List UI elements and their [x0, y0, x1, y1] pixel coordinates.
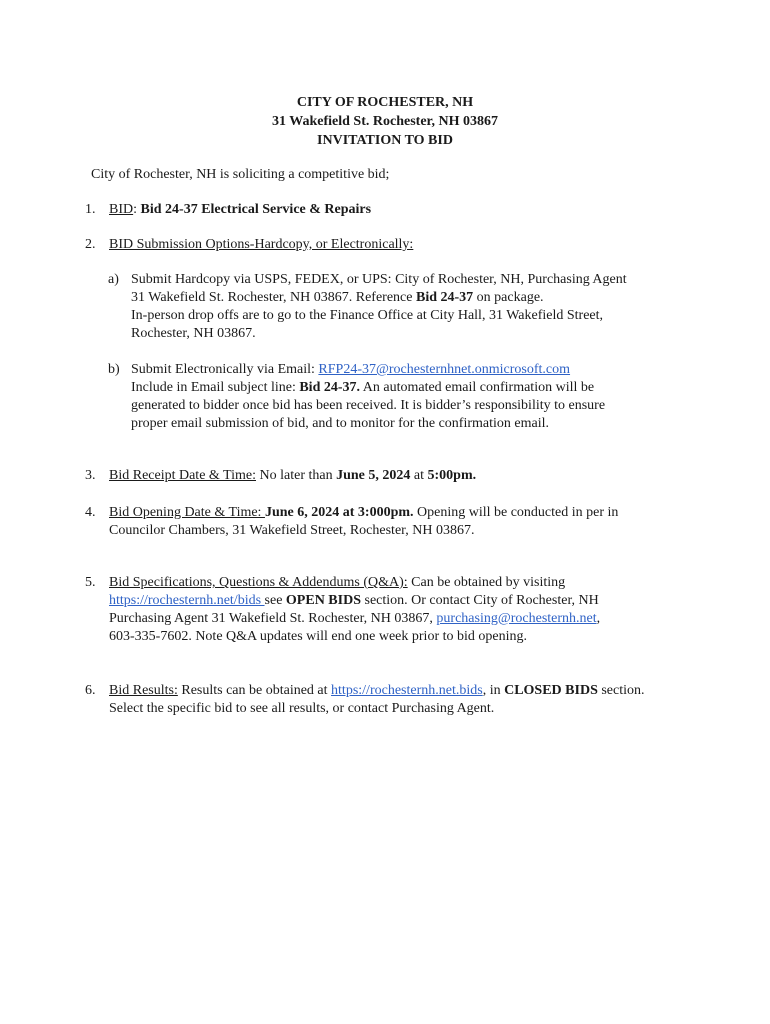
- bid-reference: Bid 24-37: [415, 290, 474, 305]
- item-number: 1.: [85, 202, 96, 217]
- spec-line-2: https://rochesternh.net/bids see OPEN BIDS section. Or contact City of Rochester, NH: [109, 593, 599, 608]
- results-line-1: Bid Results: Results can be obtained at https://rochesternh.net.bids, in CLOSED BIDS section.: [109, 683, 645, 698]
- item-label: BID Submission Options-Hardcopy, or Electronically:: [109, 237, 414, 252]
- list-item-bid: [85, 201, 695, 219]
- document-header: [0, 93, 770, 150]
- electronic-line-2: Include in Email subject line: Bid 24-37. An automated email confirmation will be: [131, 380, 595, 395]
- header-title: INVITATION TO BID: [317, 133, 453, 148]
- list-item-opening-date: [85, 504, 695, 540]
- hardcopy-line-3: In-person drop offs are to go to the Finance Office at City Hall, 31 Wakefield Street,: [131, 308, 604, 323]
- list-item-results: [85, 682, 695, 718]
- sub-item-letter: b): [108, 362, 120, 377]
- list-item-specifications: [85, 574, 695, 646]
- header-city: CITY OF ROCHESTER, NH: [296, 95, 474, 110]
- item-separator: :: [133, 202, 138, 217]
- item-label: BID: [109, 202, 134, 217]
- electronic-line-1: Submit Electronically via Email: RFP24-37@rochesternhnet.onmicrosoft.com: [131, 362, 571, 377]
- item-number: 5.: [85, 575, 96, 590]
- results-url-link[interactable]: https://rochesternh.net.bids: [331, 683, 483, 698]
- sub-item-letter: a): [108, 272, 119, 287]
- bid-title: Bid 24-37 Electrical Service & Repairs: [140, 202, 372, 217]
- open-bids-label: OPEN BIDS: [285, 593, 361, 608]
- item-number: 3.: [85, 468, 96, 483]
- hardcopy-line-2: 31 Wakefield St. Rochester, NH 03867. Reference Bid 24-37 on package.: [131, 290, 544, 305]
- results-line-2: Select the specific bid to see all results, or contact Purchasing Agent.: [109, 701, 495, 716]
- hardcopy-line-1: Submit Hardcopy via USPS, FEDEX, or UPS: City of Rochester, NH, Purchasing Agent: [131, 272, 627, 287]
- item-label: Bid Specifications, Questions & Addendums (Q&A):: [109, 575, 408, 590]
- header-address: 31 Wakefield St. Rochester, NH 03867: [272, 114, 498, 129]
- list-item-receipt-date: 3. Bid Receipt Date & Time: No later than June 5, 2024 at 5:00pm.: [85, 468, 477, 483]
- sub-item-hardcopy: [108, 271, 668, 343]
- opening-date: June 6, 2024 at 3:000pm.: [264, 505, 414, 520]
- item-label: Bid Opening Date & Time:: [109, 505, 265, 520]
- sub-item-electronic: [108, 361, 668, 433]
- item-label: Bid Receipt Date & Time:: [109, 468, 256, 483]
- closed-bids-label: CLOSED BIDS: [504, 683, 598, 698]
- receipt-date: June 5, 2024: [336, 468, 411, 483]
- item-label: Bid Results:: [109, 683, 178, 698]
- spec-line-1: Bid Specifications, Questions & Addendums (Q&A): Can be obtained by visiting: [109, 575, 566, 590]
- item-number: 4.: [85, 505, 96, 520]
- subject-line-bid: Bid 24-37.: [299, 380, 361, 395]
- submission-email-link[interactable]: RFP24-37@rochesternhnet.onmicrosoft.com: [318, 362, 571, 377]
- bids-url-link[interactable]: https://rochesternh.net/bids: [109, 593, 265, 608]
- hardcopy-line-4: Rochester, NH 03867.: [131, 326, 256, 341]
- item-number: 6.: [85, 683, 96, 698]
- list-item-submission-options: [85, 236, 695, 254]
- purchasing-email-link[interactable]: purchasing@rochesternh.net: [436, 611, 597, 626]
- opening-line-1: Bid Opening Date & Time: June 6, 2024 at 3:000pm. Opening will be conducted in per in: [109, 505, 619, 520]
- electronic-line-4: proper email submission of bid, and to monitor for the confirmation email.: [131, 416, 549, 431]
- spec-line-4: 603-335-7602. Note Q&A updates will end one week prior to bid opening.: [109, 629, 527, 644]
- item-number: 2.: [85, 237, 96, 252]
- electronic-line-3: generated to bidder once bid has been received. It is bidder’s responsibility to ensure: [131, 398, 606, 413]
- opening-line-2: Councilor Chambers, 31 Wakefield Street, Rochester, NH 03867.: [109, 523, 475, 538]
- receipt-time: 5:00pm.: [427, 468, 477, 483]
- intro-text: City of Rochester, NH is soliciting a competitive bid;: [91, 167, 390, 182]
- spec-line-3: Purchasing Agent 31 Wakefield St. Rochester, NH 03867, purchasing@rochesternh.net,: [109, 611, 601, 626]
